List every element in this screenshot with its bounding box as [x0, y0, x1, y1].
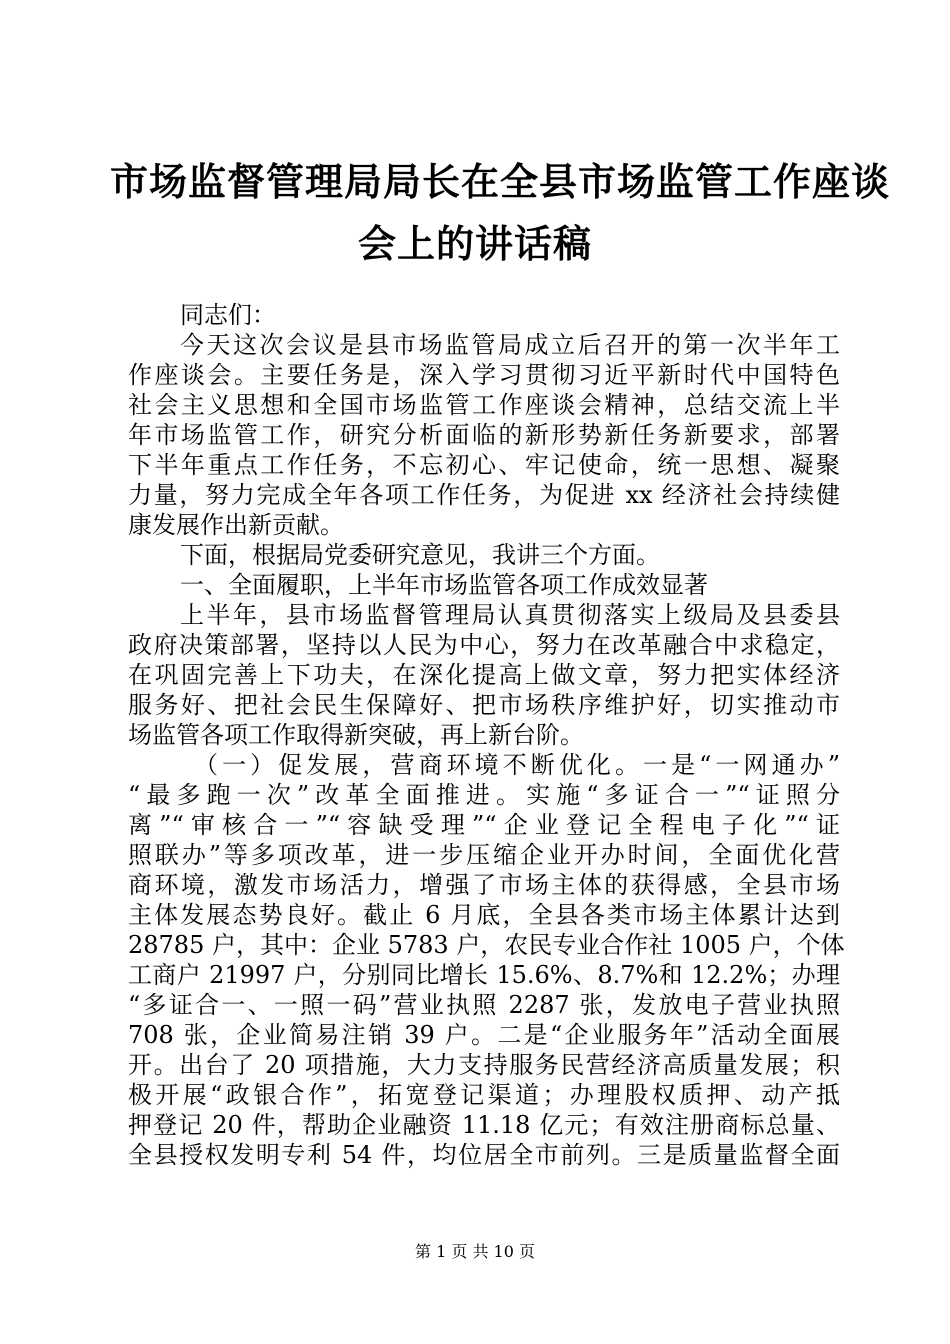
body-text-line: 全县授权发明专利 54 件，均位居全市前列。三是质量监督全面	[128, 1141, 840, 1169]
body-text-line: 照联办”等多项改革，进一步压缩企业开办时间，全面优化营	[128, 841, 840, 869]
body-text-line: 押登记 20 件，帮助企业融资 11.18 亿元；有效注册商标总量、	[128, 1111, 840, 1139]
body-text-line: 工商户 21997 户，分别同比增长 15.6%、8.7%和 12.2%；办理	[128, 961, 840, 989]
document-title-line-2: 会上的讲话稿	[357, 222, 592, 266]
body-text-line: （一）促发展，营商环境不断优化。一是“一网通办”	[194, 751, 840, 779]
body-text-line: 作座谈会。主要任务是，深入学习贯彻习近平新时代中国特色	[128, 361, 840, 389]
body-text-line: 年市场监管工作，研究分析面临的新形势新任务新要求，部署	[128, 421, 840, 449]
document-body	[128, 300, 845, 1170]
body-text-line: 社会主义思想和全国市场监管工作座谈会精神，总结交流上半	[128, 391, 840, 419]
document-title-line-1: 市场监督管理局局长在全县市场监管工作座谈	[110, 160, 891, 204]
body-text-line: 服务好、把社会民生保障好、把市场秩序维护好，切实推动市	[128, 691, 840, 719]
body-text-line: “最多跑一次”改革全面推进。实施“多证合一”“证照分	[128, 781, 840, 809]
body-text-line: 上半年，县市场监督管理局认真贯彻落实上级局及县委县	[180, 601, 840, 629]
body-text-line: 商环境，激发市场活力，增强了市场主体的获得感，全县市场	[128, 871, 840, 899]
body-text-line: 场监管各项工作取得新突破，再上新台阶。	[128, 721, 584, 749]
body-text-line: 开。出台了 20 项措施，大力支持服务民营经济高质量发展；积	[128, 1051, 840, 1079]
body-text-line: 政府决策部署，坚持以人民为中心，努力在改革融合中求稳定，	[128, 631, 840, 659]
body-text-line: 下半年重点工作任务，不忘初心、牢记使命，统一思想、凝聚	[128, 451, 840, 479]
body-text-line: 下面，根据局党委研究意见，我讲三个方面。	[180, 541, 660, 569]
body-text-line: 708 张，企业简易注销 39 户。二是“企业服务年”活动全面展	[128, 1021, 840, 1049]
body-text-line: 康发展作出新贡献。	[128, 511, 344, 539]
body-text-line: 极开展“政银合作”，拓宽登记渠道；办理股权质押、动产抵	[128, 1081, 840, 1109]
body-text-line: 一、全面履职，上半年市场监管各项工作成效显著	[180, 571, 708, 599]
body-text-line: 28785 户，其中：企业 5783 户，农民专业合作社 1005 户，个体	[128, 931, 845, 959]
page-footer: 第 1 页 共 10 页	[415, 1242, 535, 1261]
body-text-line: 在巩固完善上下功夫，在深化提高上做文章，努力把实体经济	[128, 661, 840, 689]
body-text-line: 同志们：	[180, 301, 276, 329]
body-text-line: 力量，努力完成全年各项工作任务，为促进 xx 经济社会持续健	[128, 481, 840, 509]
body-text-line: “多证合一、一照一码”营业执照 2287 张，发放电子营业执照	[128, 991, 840, 1019]
body-text-line: 离”“审核合一”“容缺受理”“企业登记全程电子化”“证	[128, 811, 840, 839]
body-text-line: 主体发展态势良好。截止 6 月底，全县各类市场主体累计达到	[128, 901, 840, 929]
body-text-line: 今天这次会议是县市场监管局成立后召开的第一次半年工	[180, 331, 840, 359]
